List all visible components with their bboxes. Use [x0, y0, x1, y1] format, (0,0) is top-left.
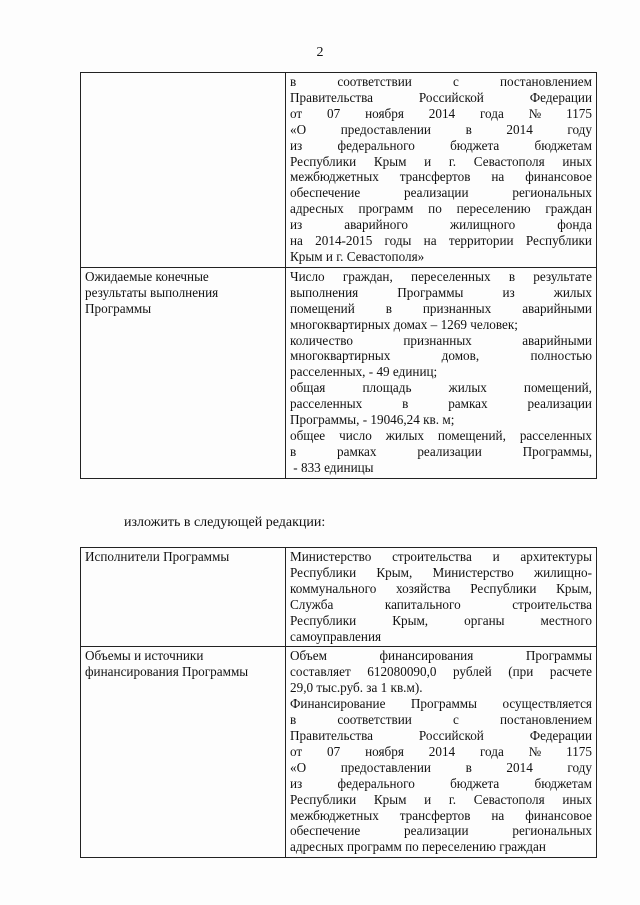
content-line: Крым и г. Севастополя»	[290, 248, 425, 264]
row-label-cell	[81, 73, 286, 268]
page-number: 2	[316, 45, 324, 60]
row-label-cell	[81, 647, 286, 858]
content-line: адресных программ по переселению граждан	[290, 839, 546, 855]
content-line: общая площадь жилых помещений,	[290, 380, 592, 396]
content-line: от 07 ноября 2014 года № 1175	[290, 743, 592, 759]
content-line: помещений в признанных аварийными	[290, 300, 592, 316]
content-line: в рамках реализации Программы,	[290, 443, 592, 459]
program-table-new	[80, 547, 597, 858]
content-line: Республики Крым и г. Севастополя иных	[290, 791, 592, 807]
content-line: обеспечение реализации региональных	[290, 823, 592, 839]
content-line: адресных программ по переселению граждан	[290, 201, 592, 217]
program-table-old	[80, 72, 597, 479]
label-line: Ожидаемые конечные	[85, 268, 209, 284]
content-line: Правительства Российской Федерации	[290, 89, 592, 105]
label-line: Программы	[85, 300, 152, 316]
table-row	[81, 73, 597, 268]
content-line: из федерального бюджета бюджетам	[290, 775, 592, 791]
content-line: многоквартирных домах – 1269 человек;	[290, 316, 518, 332]
content-line: самоуправления	[290, 628, 382, 644]
content-line: расселенных в рамках реализации	[290, 396, 592, 412]
content-line: количество признанных аварийными	[290, 332, 592, 348]
content-line: межбюджетных трансфертов на финансовое	[290, 807, 592, 823]
label-line: финансирования Программы	[85, 664, 249, 680]
row-content-cell	[286, 647, 597, 858]
content-line: Финансирование Программы осуществляется	[290, 696, 592, 712]
label-line: Исполнители Программы	[85, 549, 230, 564]
content-line: - 833 единицы	[290, 459, 374, 475]
content-line: Число граждан, переселенных в результате	[290, 268, 592, 284]
content-line: многоквартирных домов, полностью	[290, 348, 592, 364]
content-line: 29,0 тыс.руб. за 1 кв.м).	[290, 680, 423, 696]
content-line: Министерство строительства и архитектуры	[290, 549, 592, 564]
table-row	[81, 267, 597, 478]
content-line: коммунального хозяйства Республики Крым,	[290, 580, 592, 596]
content-line: расселенных, - 49 единиц;	[290, 364, 438, 380]
content-line: из аварийного жилищного фонда	[290, 217, 592, 233]
content-line: Объем финансирования Программы	[290, 648, 592, 664]
content-line: «О предоставлении в 2014 году	[290, 759, 592, 775]
content-line: выполнения Программы из жилых	[290, 284, 592, 300]
row-content-cell	[286, 548, 597, 647]
content-line: в соответствии с постановлением	[290, 74, 592, 89]
row-label-cell	[81, 267, 286, 478]
content-line: составляет 612080090,0 рублей (при расчете	[290, 664, 592, 680]
intro-text: изложить в следующей редакции:	[124, 515, 326, 530]
row-label-cell	[81, 548, 286, 647]
content-line: «О предоставлении в 2014 году	[290, 121, 592, 137]
content-line: Республики Крым, органы местного	[290, 612, 592, 628]
table-row	[81, 548, 597, 647]
label-line: результаты выполнения	[85, 284, 219, 300]
content-line: Республики Крым, Министерство жилищно-	[290, 564, 592, 580]
content-line: от 07 ноября 2014 года № 1175	[290, 105, 592, 121]
row-content-cell	[286, 267, 597, 478]
content-line: обеспечение реализации региональных	[290, 185, 592, 201]
content-line: межбюджетных трансфертов на финансовое	[290, 169, 592, 185]
content-line: общее число жилых помещений, расселенных	[290, 427, 592, 443]
content-line: на 2014-2015 годы на территории Республики	[290, 233, 592, 249]
row-content-cell	[286, 73, 597, 268]
content-line: Республики Крым и г. Севастополя иных	[290, 153, 592, 169]
content-line: Правительства Российской Федерации	[290, 727, 592, 743]
content-line: из федерального бюджета бюджетам	[290, 137, 592, 153]
content-line: Служба капитального строительства	[290, 596, 592, 612]
content-line: в соответствии с постановлением	[290, 712, 592, 728]
table-row	[81, 647, 597, 858]
label-line: Объемы и источники	[85, 648, 204, 664]
content-line: Программы, - 19046,24 кв. м;	[290, 412, 455, 428]
